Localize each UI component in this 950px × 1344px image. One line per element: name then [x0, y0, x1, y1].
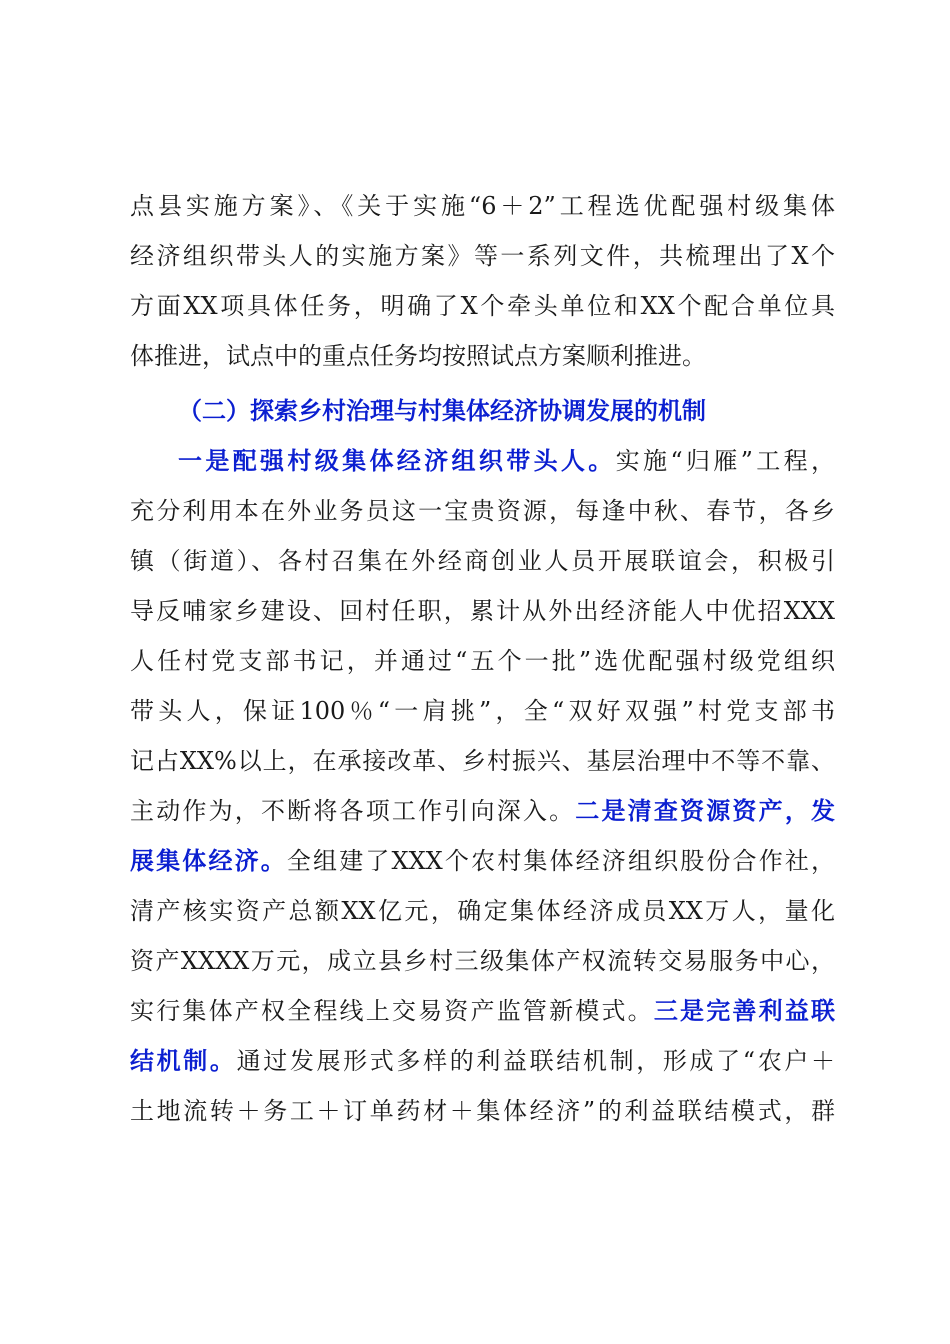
paragraph-line: 经济组织带头人的实施方案》等一系列文件，共梳理出了X个 — [130, 242, 835, 270]
body-text: 通过发展形式多样的利益联结机制，形成了“农户＋ — [236, 1047, 835, 1075]
emphasis-text: 结机制。 — [130, 1046, 237, 1075]
paragraph-line: 资产XXXX万元，成立县乡村三级集体产权流转交易服务中心， — [130, 947, 835, 975]
paragraph-line: 方面XX项具体任务，明确了X个牵头单位和XX个配合单位具 — [130, 292, 835, 320]
emphasis-text: 展集体经济。 — [130, 846, 287, 875]
body-text: 主动作为，不断将各项工作引向深入。 — [130, 797, 576, 825]
paragraph-line — [130, 991, 835, 1031]
paragraph-line: 记占XX%以上，在承接改革、乡村振兴、基层治理中不等不靠、 — [130, 747, 835, 775]
paragraph-line — [130, 1041, 835, 1081]
section-heading: （二）探索乡村治理与村集体经济协调发展的机制 — [178, 396, 706, 425]
paragraph-line: 人任村党支部书记，并通过“五个一批”选优配强村级党组织 — [130, 647, 835, 675]
paragraph-line: 带头人，保证100％“一肩挑”，全“双好双强”村党支部书 — [130, 697, 835, 725]
paragraph-line: 充分利用本在外业务员这一宝贵资源，每逢中秋、春节，各乡 — [130, 497, 835, 525]
emphasis-text: 一是配强村级集体经济组织带头人。 — [178, 446, 616, 475]
paragraph-line: 土地流转＋务工＋订单药材＋集体经济”的利益联结模式，群 — [130, 1097, 835, 1125]
body-text: 全组建了XXX个农村集体经济组织股份合作社， — [286, 847, 836, 875]
paragraph-line — [130, 791, 835, 831]
body-text: 实施“归雁”工程， — [615, 447, 835, 475]
body-text: 实行集体产权全程线上交易资产监管新模式。 — [130, 997, 654, 1025]
paragraph-line — [130, 841, 835, 881]
paragraph-line: 清产核实资产总额XX亿元，确定集体经济成员XX万人，量化 — [130, 897, 835, 925]
emphasis-text: 二是清查资源资产，发 — [575, 796, 836, 825]
paragraph-line: 导反哺家乡建设、回村任职，累计从外出经济能人中优招XXX — [130, 597, 835, 625]
paragraph-line: 体推进，试点中的重点任务均按照试点方案顺利推进。 — [130, 342, 706, 370]
paragraph-line — [178, 441, 835, 481]
emphasis-text: 三是完善利益联 — [653, 996, 836, 1025]
paragraph-line: 点县实施方案》、《关于实施“6＋2”工程选优配强村级集体 — [130, 192, 835, 220]
paragraph-line: 镇（街道）、各村召集在外经商创业人员开展联谊会，积极引 — [130, 547, 835, 575]
